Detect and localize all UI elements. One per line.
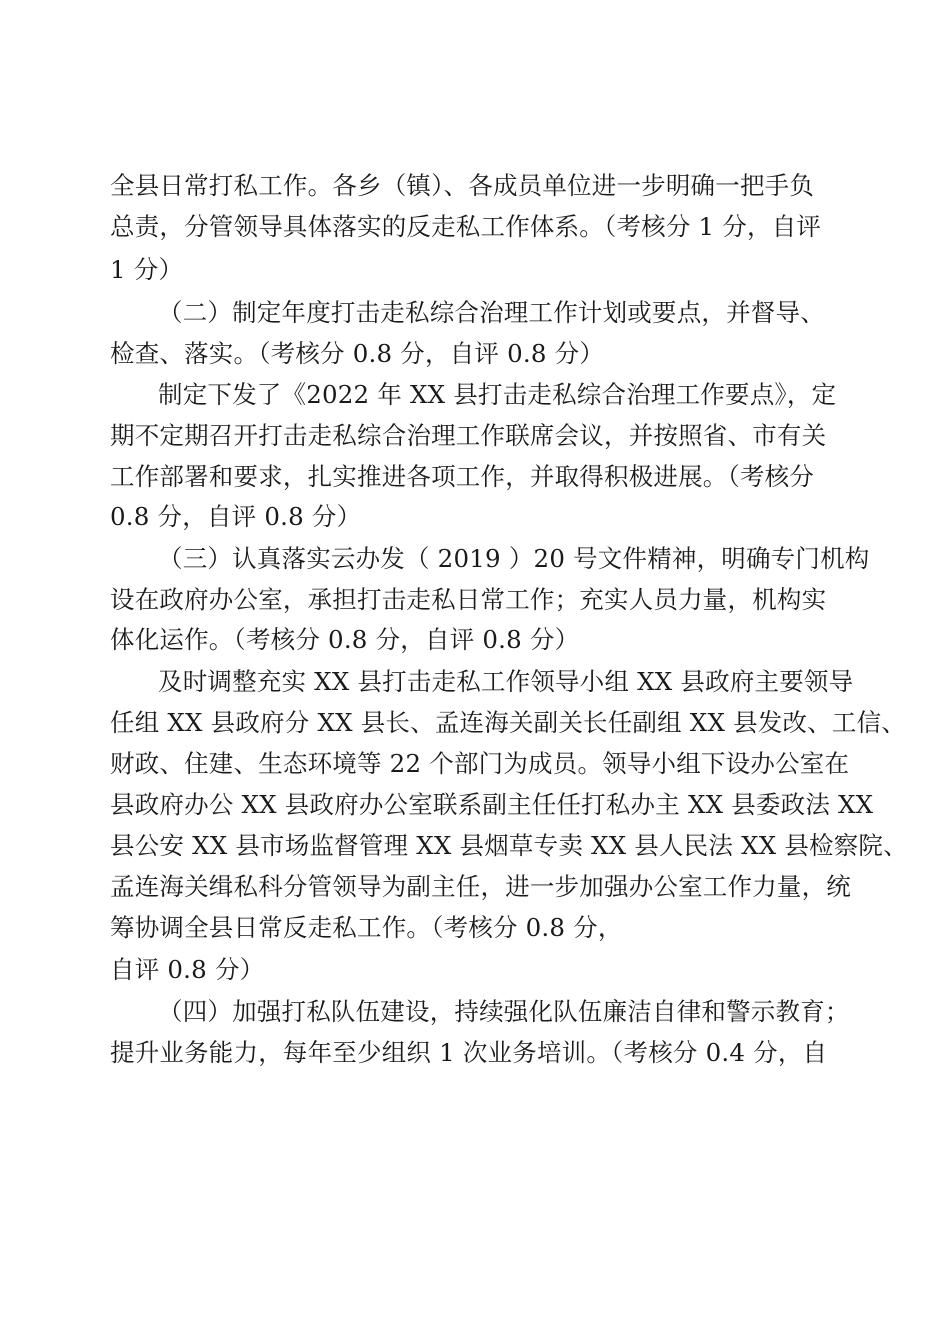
text-line: 期不定期召开打击走私综合治理工作联席会议，并按照省、市有关 [110, 421, 827, 450]
text-line: 检查、落实。（考核分 0.8 分，自评 0.8 分） [110, 339, 605, 368]
text-line: 提升业务能力，每年至少组织 1 次业务培训。（考核分 0.4 分，自 [110, 1038, 828, 1067]
text-line: 县政府办公 XX 县政府办公室联系副主任任打私办主 XX 县委政法 XX [110, 790, 874, 819]
text-line: 设在政府办公室，承担打击走私日常工作；充实人员力量，机构实 [110, 585, 827, 614]
text-line: 制定下发了《2022 年 XX 县打击走私综合治理工作要点》，定 [158, 380, 837, 409]
text-line: 县公安 XX 县市场监督管理 XX 县烟草专卖 XX 县人民法 XX 县检察院、 [110, 831, 908, 860]
text-line: 1 分） [110, 255, 184, 284]
text-line: 任组 XX 县政府分 XX 县长、孟连海关副关长任副组 XX 县发改、工信、 [110, 708, 906, 737]
text-line: 财政、住建、生态环境等 22 个部门为成员。领导小组下设办公室在 [110, 749, 850, 778]
text-line: 总责，分管领导具体落实的反走私工作体系。（考核分 1 分，自评 [110, 212, 822, 241]
text-line: 体化运作。（考核分 0.8 分，自评 0.8 分） [110, 625, 580, 654]
text-line: （四）加强打私队伍建设，持续强化队伍廉洁自律和警示教育； [158, 997, 850, 1026]
text-line: 及时调整充实 XX 县打击走私工作领导小组 XX 县政府主要领导 [158, 667, 854, 696]
text-line: （二）制定年度打击走私综合治理工作计划或要点，并督导、 [158, 298, 825, 327]
text-line: 筹协调全县日常反走私工作。（考核分 0.8 分， [110, 913, 623, 942]
text-line: 工作部署和要求，扎实推进各项工作，并取得积极进展。（考核分 [110, 462, 815, 491]
text-line: 自评 0.8 分） [110, 955, 265, 984]
text-line: （三）认真落实云办发（ 2019 ）20 号文件精神，明确专门机构 [158, 544, 870, 573]
text-line: 孟连海关缉私科分管领导为副主任，进一步加强办公室工作力量，统 [110, 872, 851, 901]
text-line: 0.8 分，自评 0.8 分） [110, 502, 362, 531]
text-line: 全县日常打私工作。各乡（镇）、各成员单位进一步明确一把手负 [110, 171, 815, 200]
